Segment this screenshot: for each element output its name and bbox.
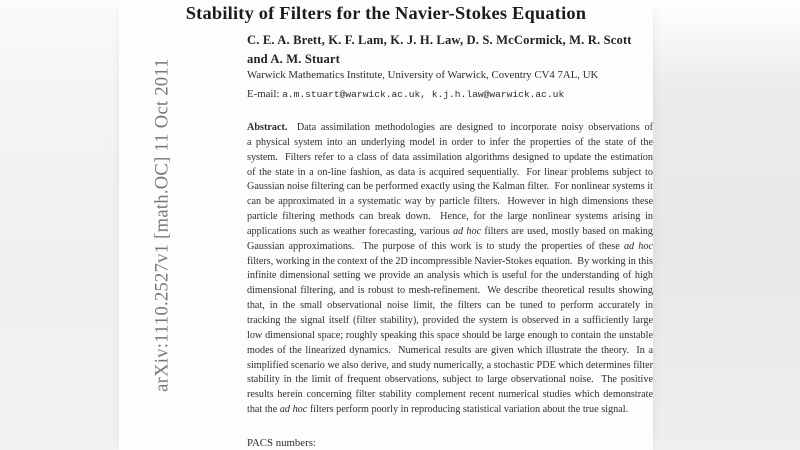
abstract-line: applications such as weather forecasting, various ad hoc filters are used, mostly based on making [247,225,653,237]
abstract-line: particle filtering methods can break down. Hence, for the large nonlinear systems arising in [247,211,653,223]
abstract-line: low dimensional space; roughly speaking this space should be large enough to contain the unstable [247,329,653,341]
abstract-line: modes of the linearized dynamics. Numerical results are given which illustrate the theory. In a [247,344,653,356]
abstract-line: system. Filters refer to a class of data assimilation algorithms designed to update the estimation [247,151,653,163]
abstract-line: can be approximated in a systematic way by particle filters. However in high dimensions these [247,196,653,208]
abstract-line: Abstract. Data assimilation methodologies are designed to incorporate noisy observations of [247,122,653,133]
affiliation: Warwick Mathematics Institute, University of Warwick, Coventry CV4 7AL, UK [247,69,599,81]
abstract-line: simplified scenario we also derive, and study numerically, a stochastic PDE which determines filter [247,359,653,371]
authors-line-1: C. E. A. Brett, K. F. Lam, K. J. H. Law, D. S. McCormick, M. R. Scott [247,33,632,47]
background-right-margin [653,0,800,450]
arxiv-sidebar-stamp: arXiv:1110.2527v1 [math.OC] 11 Oct 2011 [152,58,173,392]
email-prefix: E-mail: [247,88,283,100]
abstract-line: dimensional filtering, and is robust to mesh-refinement. We describe theoretical results showing [247,285,653,297]
abstract-line: that, in the small observational noise limit, the filters can be tuned to perform accurately in [247,300,653,312]
email-addresses: a.m.stuart@warwick.ac.uk, k.j.h.law@warwick.ac.uk [282,89,565,100]
abstract-line: Gaussian approximations. The purpose of this work is to study the properties of these ad hoc [247,240,653,252]
authors-line-2: and A. M. Stuart [247,52,341,66]
abstract-line: of the state in a on-line fashion, as data is acquired sequentially. For linear problems subject to [247,166,653,178]
abstract-line: results herein concerning filter stability complement recent numerical studies which demonstrate [247,389,653,401]
email-line [247,88,653,100]
paper-title: Stability of Filters for the Navier-Stokes Equation [185,3,587,23]
background-left-margin [0,0,119,450]
abstract-line: that the ad hoc filters perform poorly in reproducing statistical variation about the true signal. [247,404,629,416]
abstract-block [247,122,653,419]
abstract-line: infinite dimensional setting we provide an analysis which is useful for the understanding of high [247,270,653,282]
abstract-line: a physical system into an underlying model in order to infer the properties of the state of the [247,136,653,148]
pacs-label: PACS numbers: [247,437,316,449]
abstract-line: stability in the limit of frequent observations, subject to large observational noise. The positive [247,374,653,386]
abstract-line: filters, working in the context of the 2D incompressible Navier-Stokes equation. By working in this [247,255,653,267]
abstract-line: tracking the signal itself (filter stability), provided the system is observed in a sufficiently large [247,314,653,326]
abstract-line: Gaussian noise filtering can be performed exactly using the Kalman filter. For nonlinear systems it [247,181,653,193]
